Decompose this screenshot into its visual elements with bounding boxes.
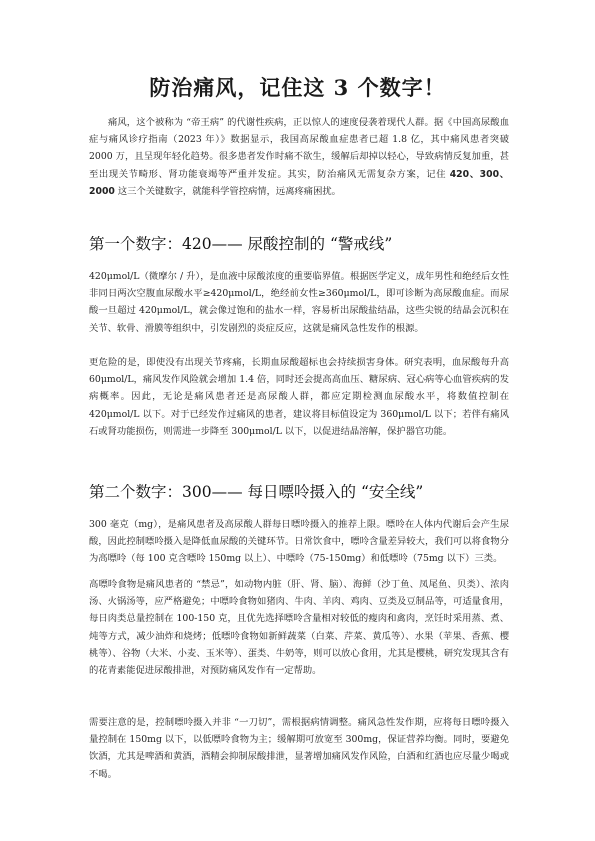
section2-paragraph: 300 毫克（mg），是痛风患者及高尿酸人群每日嘌呤摄入的推荐上限。嘌呤在人体内代谢后会产生尿酸，因此控制嘌呤摄入是降低血尿酸的关键环节。日常饮食中，嘌呤含量差异较大，我们可以将食物分为高嘌呤（每 100 克含嘌呤 150mg 以上）、中嘌呤（75-150mg）和低嘌呤（75mg 以下）三类。 [89, 519, 509, 565]
intro-paragraph [89, 114, 509, 200]
section1-paragraph: 更危险的是，即使没有出现关节疼痛，长期血尿酸超标也会持续损害身体。研究表明，血尿酸每升高 60μmol/L，痛风发作风险就会增加 1.4 倍，同时还会提高高血压、糖尿病、冠心病等心血管疾病的发病概率。因此，无论是痛风患者还是高尿酸人群，都应定期检测血尿酸水平，将数值控制在 420μmol/L 以下。对于已经发作过痛风的患者，建议将目标值设定为 360μmol/L 以下；若伴有痛风石或肾功能损伤，则需进一步降至 300μmol/L 以下，以促进结晶溶解，保护器官功能。 [89, 357, 509, 437]
intro-text: 痛风，这个被称为 “帝王病” 的代谢性疾病，正以惊人的速度侵袭着现代人群。据《中国高尿酸血症与痛风诊疗指南（2023 年）》数据显示，我国高尿酸血症患者已超 1.8 亿，其中痛风患者突破 2000 万，且呈现年轻化趋势。很多患者发作时痛不欲生，缓解后却掉以轻心，导致病情反复加重，甚至出现关节畸形、肾功能衰竭等严重并发症。其实，防治痛风无需复杂方案，记住 [89, 117, 509, 180]
section1-heading: 第一个数字：420—— 尿酸控制的 “警戒线” [89, 235, 393, 253]
section2-paragraph: 高嘌呤食物是痛风患者的 “禁忌”，如动物内脏（肝、肾、脑）、海鲜（沙丁鱼、凤尾鱼、贝类）、浓肉汤、火锅汤等，应严格避免；中嘌呤食物如猪肉、牛肉、羊肉、鸡肉、豆类及豆制品等，可适量食用，每日肉类总量控制在 100-150 克，且优先选择嘌呤含量相对较低的瘦肉和禽肉，烹饪时采用蒸、煮、炖等方式，减少油炸和烧烤；低嘌呤食物如新鲜蔬菜（白菜、芹菜、黄瓜等）、水果（苹果、香蕉、樱桃等）、谷物（大米、小麦、玉米等）、蛋类、牛奶等，则可以放心食用，尤其是樱桃，研究发现其含有的花青素能促进尿酸排泄，对预防痛风发作有一定帮助。 [89, 579, 509, 677]
intro-text-end: 这三个关键数字，就能科学管控病情，远离疼痛困扰。 [114, 185, 341, 197]
section1-paragraph: 420μmol/L（微摩尔 / 升），是血液中尿酸浓度的重要临界值。根据医学定义，成年男性和绝经后女性非同日两次空腹血尿酸水平≥420μmol/L，绝经前女性≥360μmol/L，即可诊断为高尿酸血症。而尿酸一旦超过 420μmol/L，就会像过饱和的盐水一样，容易析出尿酸盐结晶，这些尖锐的结晶会沉积在关节、软骨、滑膜等组织中，引发剧烈的炎症反应，这就是痛风急性发作的根源。 [89, 271, 509, 334]
section2-heading: 第二个数字：300—— 每日嘌呤摄入的 “安全线” [89, 483, 424, 501]
page-title: 防治痛风，记住这 3 个数字！ [149, 75, 446, 100]
section2-paragraph: 需要注意的是，控制嘌呤摄入并非 “一刀切”，需根据病情调整。痛风急性发作期，应将每日嘌呤摄入量控制在 150mg 以下，以低嘌呤食物为主；缓解期可放宽至 300mg，保证营养均衡。同时，要避免饮酒，尤其是啤酒和黄酒，酒精会抑制尿酸排泄，显著增加痛风发作风险，白酒和红酒也应尽量少喝或不喝。 [89, 717, 509, 780]
intro-key-numbers: 420、300、2000 [89, 168, 509, 197]
